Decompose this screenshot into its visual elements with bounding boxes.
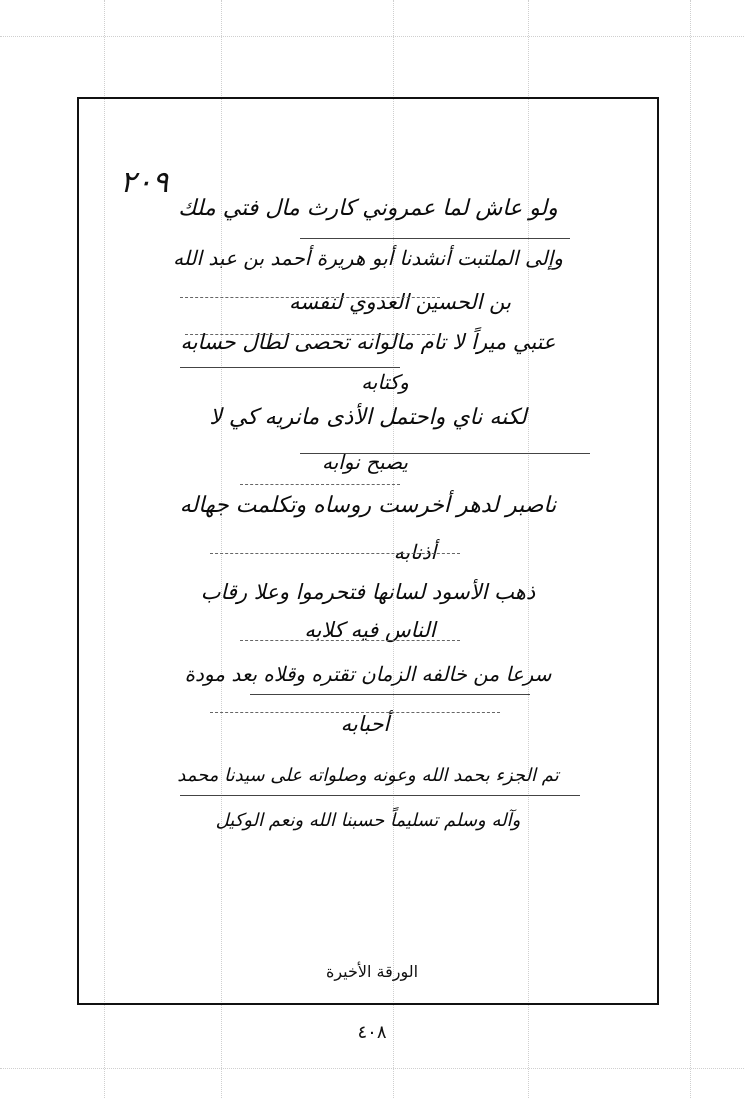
manuscript-line-9: أذنابه [393, 540, 437, 564]
rule-line [185, 334, 435, 335]
manuscript-line-5: وكتابه [361, 370, 409, 394]
manuscript-line-10: ذهب الأسود لسانها فتحرموا وعلا رقاب [200, 580, 536, 604]
caption: الورقة الأخيرة [325, 962, 419, 981]
guide-line [690, 0, 691, 1098]
manuscript-line-15: وآله وسلم تسليماً حسبنا الله ونعم الوكيل [215, 810, 521, 831]
page-number: ٤٠٨ [357, 1022, 387, 1043]
manuscript-line-6: لكنه ناي واحتمل الأذى مانريه كي لا [209, 405, 527, 430]
manuscript-line-3: بن الحسين العدوي لنفسه [288, 290, 512, 314]
rule-line [240, 484, 400, 485]
guide-line [0, 36, 744, 37]
manuscript-line-8: ناصبر لدهر أخرست روساه وتكلمت جهاله [179, 493, 557, 518]
manuscript-line-2: وإلى الملتبت أنشدنا أبو هريرة أحمد بن عبد الله [173, 246, 563, 270]
rule-line [180, 795, 580, 796]
rule-line [180, 367, 400, 368]
rule-line [300, 238, 570, 239]
rule-line [300, 453, 590, 454]
manuscript-line-7: يصبح نوابه [322, 450, 408, 474]
folio-number: ٢٠٩ [120, 165, 169, 200]
rule-line [240, 640, 460, 641]
manuscript-line-1: ولو عاش لما عمروني كارث مال فتي ملك [178, 196, 558, 221]
guide-line [0, 1068, 744, 1069]
manuscript-line-11: الناس فيه كلابه [304, 618, 436, 642]
rule-line [180, 297, 440, 298]
manuscript-line-12: سرعا من خالفه الزمان تقتره وقلاه بعد مودة [184, 662, 552, 686]
manuscript-line-13: أحبابه [340, 712, 390, 736]
manuscript-line-4: عتبي ميراً لا تام مالوانه تحصى لطال حسابه [180, 330, 556, 354]
rule-line [210, 712, 500, 713]
rule-line [250, 694, 530, 695]
manuscript-line-14: تم الجزء بحمد الله وعونه وصلواته على سيدنا محمد [177, 765, 559, 786]
rule-line [210, 553, 460, 554]
